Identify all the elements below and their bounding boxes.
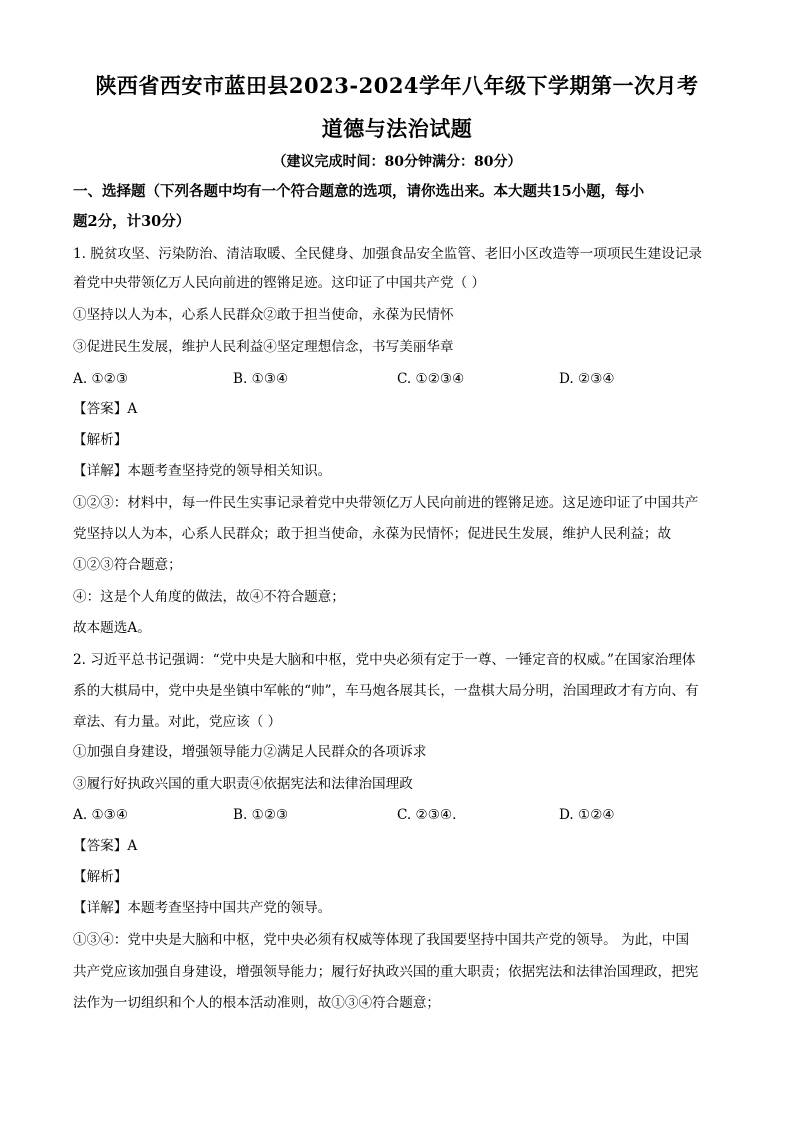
- q2-explanation-line1: ①③④：党中央是大脑和中枢，党中央必须有权威等体现了我国要坚持中国共产党的领导。 为此，中国: [73, 932, 690, 948]
- q1-detail: 【详解】本题考查坚持党的领导相关知识。: [73, 463, 332, 479]
- q1-stem-line1: 1. 脱贫攻坚、污染防治、清洁取暖、全民健身、加强食品安全监管、老旧小区改造等一项项民生建设记录: [73, 246, 703, 262]
- q1-explanation-line1: ①②③：材料中，每一件民生实事记录着党中央带领亿万人民向前进的铿锵足迹。这足迹印证了中国共产: [73, 495, 699, 511]
- q1-option-c: C. ①②③④: [397, 371, 465, 387]
- q1-explanation-line2: 党坚持以人为本，心系人民群众；敢于担当使命，永葆为民情怀；促进民生发展，维护人民利益；故: [73, 526, 672, 542]
- q2-item-line2: ③履行好执政兴国的重大职责④依据宪法和法律治国理政: [73, 776, 413, 792]
- time-note: （建议完成时间：80分钟满分：80分）: [272, 154, 522, 170]
- q2-explanation-line2: 共产党应该加强自身建设，增强领导能力；履行好执政兴国的重大职责；依据宪法和法律治国理政，把宪: [73, 964, 699, 980]
- q2-answer: 【答案】A: [73, 838, 138, 854]
- q1-explanation-line4: ④：这是个人角度的做法，故④不符合题意；: [73, 589, 345, 605]
- page-title: 陕西省西安市蓝田县2023-2024学年八年级下学期第一次月考: [95, 73, 699, 98]
- q2-stem-line1: 2. 习近平总书记强调：“党中央是大脑和中枢，党中央必须有定于一尊、一锤定音的权威。”在国家治理体: [73, 652, 696, 668]
- q1-analysis-label: 【解析】: [73, 432, 128, 448]
- q1-explanation-line5: 故本题选A。: [73, 620, 151, 636]
- q1-option-a: A. ①②③: [73, 371, 129, 387]
- q1-option-d: D. ②③④: [559, 371, 615, 387]
- q2-stem-line2: 系的大棋局中，党中央是坐镇中军帐的“帅”，车马炮各展其长，一盘棋大局分明，治国理政才有方向、有: [73, 683, 699, 699]
- q2-stem-line3: 章法、有力量。对此，党应该（ ）: [73, 714, 282, 730]
- q1-answer: 【答案】A: [73, 401, 138, 417]
- q2-option-c: C. ②③④.: [397, 807, 457, 823]
- q2-item-line1: ①加强自身建设，增强领导能力②满足人民群众的各项诉求: [73, 744, 427, 760]
- q2-detail: 【详解】本题考查坚持中国共产党的领导。: [73, 900, 332, 916]
- section-heading-line1: 一、选择题（下列各题中均有一个符合题意的选项，请你选出来。本大题共15小题，每小: [73, 183, 645, 200]
- q1-option-b: B. ①③④: [233, 371, 289, 387]
- q1-item-line1: ①坚持以人为本，心系人民群众②敢于担当使命，永葆为民情怀: [73, 307, 454, 323]
- page-subtitle: 道德与法治试题: [321, 116, 473, 141]
- q1-explanation-line3: ①②③符合题意；: [73, 557, 182, 573]
- q2-analysis-label: 【解析】: [73, 869, 128, 885]
- q2-explanation-line3: 法作为一切组织和个人的根本活动准则，故①③④符合题意；: [73, 995, 441, 1011]
- q1-item-line2: ③促进民生发展，维护人民利益④坚定理想信念，书写美丽华章: [73, 339, 454, 355]
- q1-stem-line2: 着党中央带领亿万人民向前进的铿锵足迹。这印证了中国共产党（ ）: [73, 275, 486, 291]
- q2-option-a: A. ①③④: [73, 807, 129, 823]
- section-heading-line2: 题2分，计30分）: [73, 213, 191, 230]
- q2-option-b: B. ①②③: [233, 807, 289, 823]
- q2-option-d: D. ①②④: [559, 807, 615, 823]
